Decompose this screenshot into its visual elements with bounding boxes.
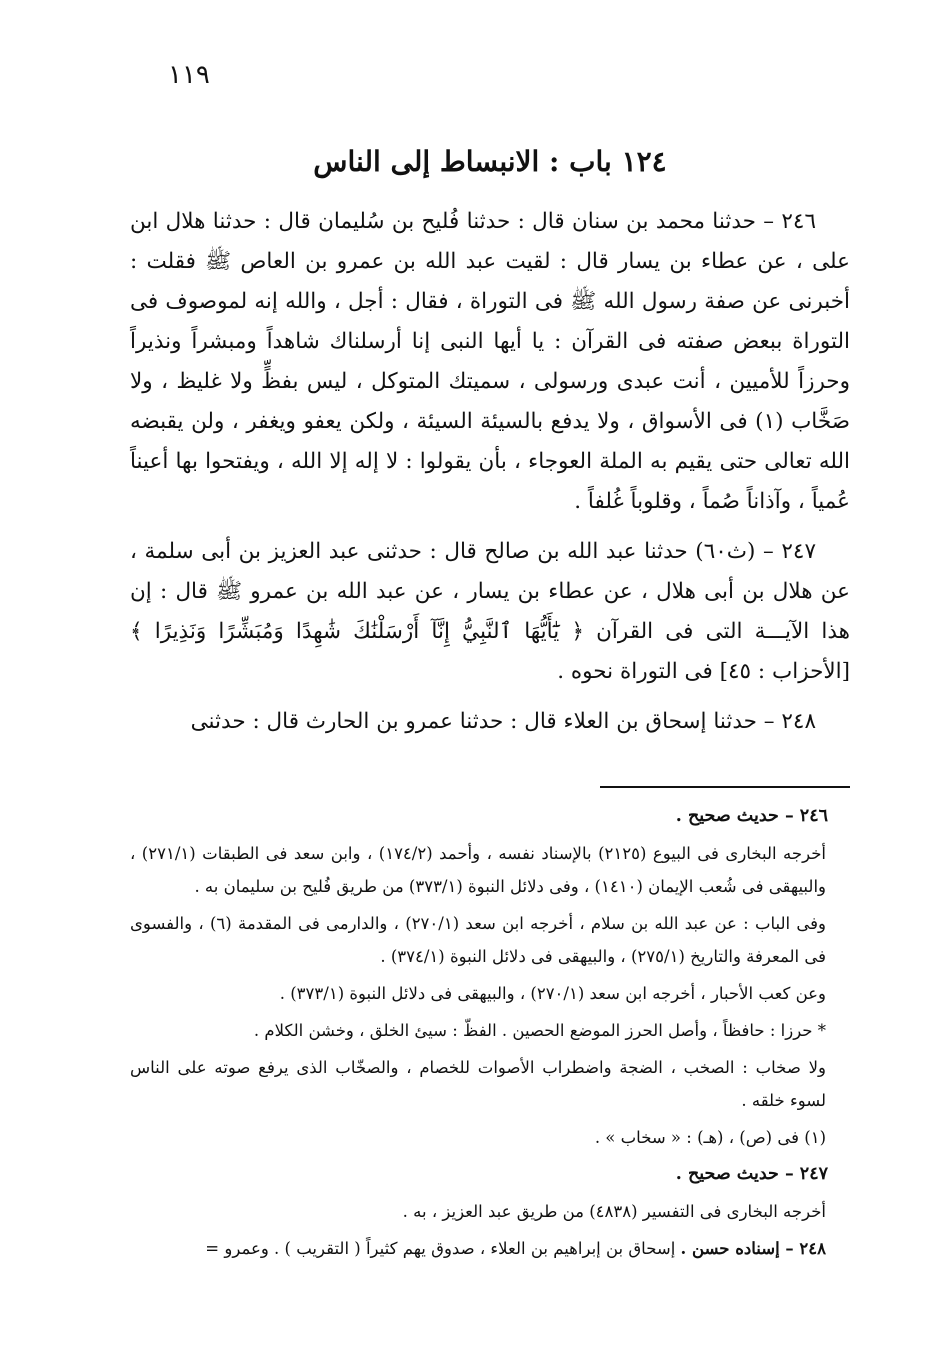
chapter-title: ١٢٤ باب : الانبساط إلى الناس	[313, 145, 667, 178]
hadith-248: ٢٤٨ – حدثنا إسحاق بن العلاء قال : حدثنا عمرو بن الحارث قال : حدثنى	[190, 709, 816, 734]
main-text	[130, 202, 850, 742]
footnote-246-gloss-hirz: * حرزا : حافظاً ، وأصل الحرز الموضع الحصين . الفظّ : سيئ الخلق ، وخشن الكلام .	[253, 1021, 826, 1040]
page-number: ١١٩	[168, 60, 210, 90]
footnote-247-heading: ٢٤٧ – حديث صحيح .	[675, 1164, 828, 1184]
footnote-248	[130, 1232, 850, 1265]
footnote-248-heading: ٢٤٨ – إسناده حسن .	[680, 1239, 826, 1258]
quran-reference: [الأحزاب : ٤٥] فى التوراة نحوه .	[557, 659, 850, 684]
hadith-247	[130, 532, 850, 692]
footnote-248-text: إسحاق بن إبراهيم بن العلاء ، صدوق يهم كثيراً ( التقريب ) . وعمرو =	[205, 1239, 676, 1258]
footnote-246-gloss-sakhab: ولا صخاب : الصخب ، الضجة واضطراب الأصوات للخصام ، والصخّاب الذى يرفع صوته على الناس لسوء خلقه .	[130, 1058, 826, 1110]
footnote-246-kaab: وعن كعب الأحبار ، أخرجه ابن سعد (٢٧٠/١) ، والبيهقى فى دلائل النبوة (٣٧٣/١) .	[279, 984, 826, 1003]
quran-verse: ﴿ يَٰٓأَيُّهَا ٱلنَّبِيُّ إِنَّآ أَرْسَلْنَٰكَ شَٰهِدًا وَمُبَشِّرًا وَنَذِيرًا ﴾	[130, 619, 584, 644]
footnote-246-heading: ٢٤٦ – حديث صحيح .	[675, 806, 828, 826]
footnotes	[130, 800, 850, 1269]
hadith-246: ٢٤٦ – حدثنا محمد بن سنان قال : حدثنا فُليح بن سُليمان قال : حدثنا هلال ابن على ، عن عطاء بن يسار قال : لقيت عبد الله بن عمرو بن العاص ﷺ فقلت : أخبرنى عن صفة رسول الله ﷺ فى التوراة ، فقال : أجل ، والله إنه لموصوف فى التوراة ببعض صفته فى القرآن : يا أيها النبى إنا أرسلناك شاهداً ومبشراً ونذيراً وحرزاً للأميين ، أنت عبدى ورسولى ، سميتك المتوكل ، ليس بفظٍّ ولا غليظ ، ولا صَخَّاب (١) فى الأسواق ، ولا يدفع بالسيئة السيئة ، ولكن يعفو ويغفر ، ولن يقبضه الله تعالى حتى يقيم به الملة العوجاء ، بأن يقولوا : لا إله إلا الله ، ويفتحوا بها أعيناً عُمياً ، وآذاناً صُماً ، وقلوباً غُلفاً .	[130, 209, 850, 514]
footnote-247-takhrij: أخرجه البخارى فى التفسير (٤٨٣٨) من طريق عبد العزيز ، به .	[402, 1202, 826, 1221]
footnote-246-takhrij: أخرجه البخارى فى البيوع (٢١٢٥) بالإسناد نفسه ، وأحمد (١٧٤/٢) ، وابن سعد فى الطبقات (٢٧١/١) ، والبيهقى فى شُعب الإيمان (١٤١٠) ، وفى دلائل النبوة (٣٧٣/١) من طريق فُليح بن سليمان به .	[130, 844, 826, 896]
footnote-divider	[600, 786, 850, 788]
footnote-246-bab: وفى الباب : عن عبد الله بن سلام ، أخرجه ابن سعد (٢٧٠/١) ، والدارمى فى المقدمة (٦) ، والفسوى فى المعرفة والتاريخ (٢٧٥/١) ، والبيهقى فى دلائل النبوة (٣٧٤/١) .	[130, 914, 826, 966]
hadith-247-text: ٢٤٧ – (ث٦٠) حدثنا عبد الله بن صالح قال : حدثنى عبد العزيز بن أبى سلمة ، عن هلال بن أبى هلال ، عن عطاء بن يسار ، عن عبد الله بن عمرو ﷺ قال : إن هذا الآيـــة التى فى القرآن	[130, 539, 850, 644]
footnote-variant-note: (١) فى (ص) ، (هـ) : « سخاب » .	[594, 1128, 826, 1147]
